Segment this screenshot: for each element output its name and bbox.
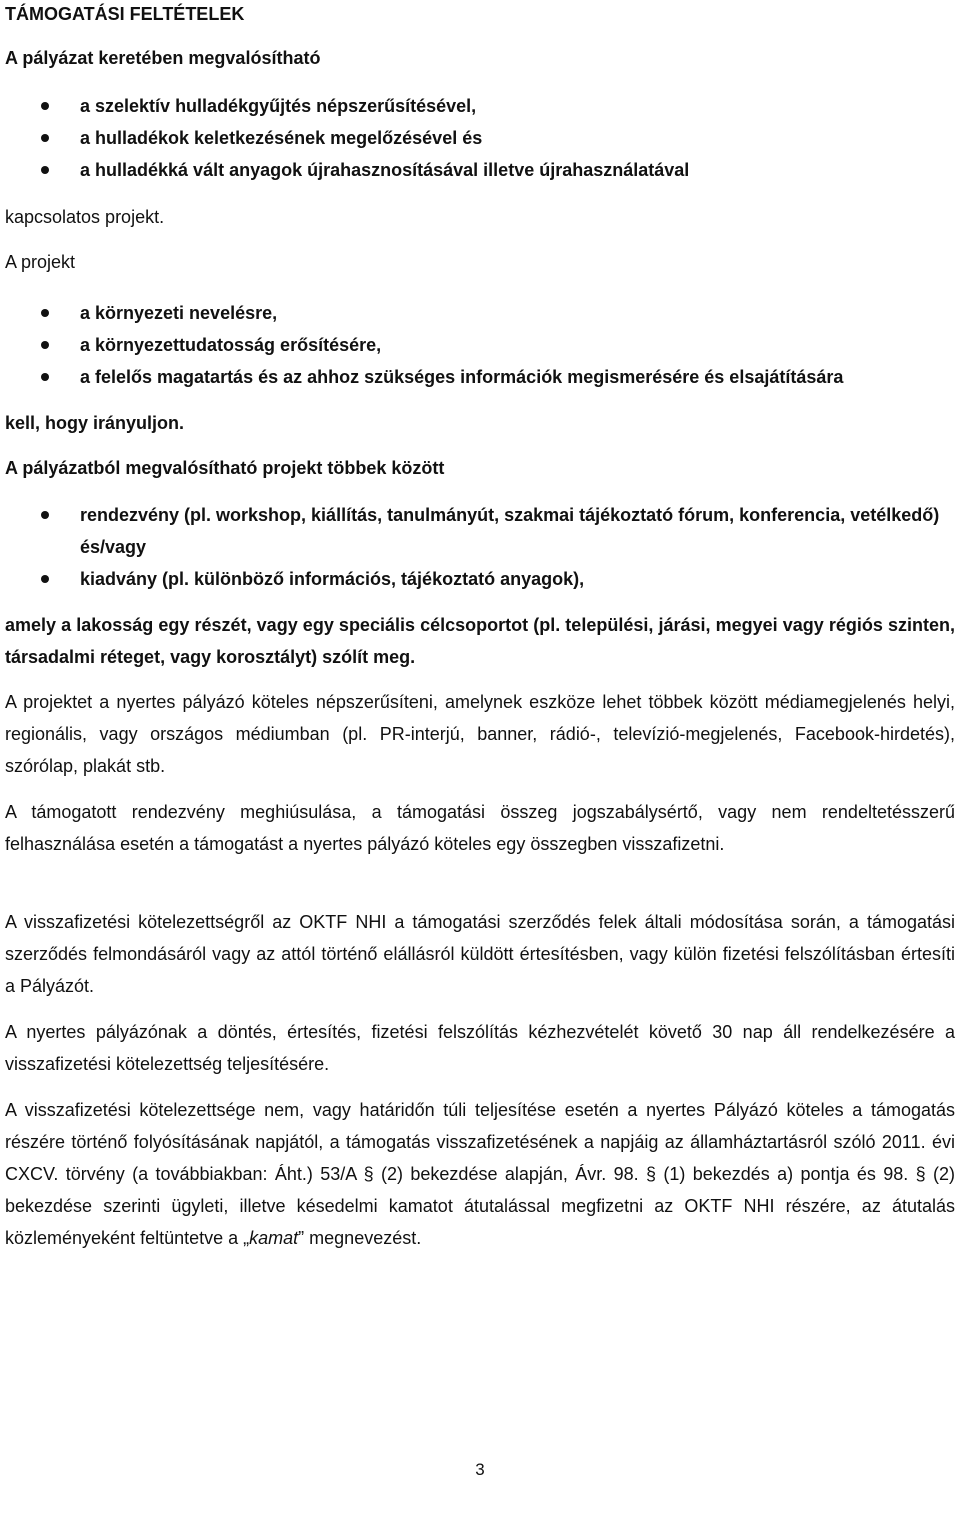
section1-list [5, 90, 955, 186]
bullet-icon [41, 341, 49, 349]
section2 [5, 246, 955, 278]
section2-outro-wrap [5, 407, 955, 439]
bullet-icon [41, 511, 49, 519]
bullet-icon [41, 134, 49, 142]
paragraph-2-wrap [5, 796, 955, 860]
list-item: a környezeti nevelésre, [5, 297, 955, 329]
paragraph-last-text: A visszafizetési kötelezettsége nem, vagy határidőn túli teljesítése esetén a nyertes Pályázó köteles a támogatás részére történő folyósításának napjától, a támogatás visszafizetésének a napjáig az államháztartásról szóló 2011. évi CXCV. törvény (a továbbiakban: Áht.) 53/A § (2) bekezdése alapján, Ávr. 98. § (1) bekezdés a) pontja és 98. § (2) bekezdése szerinti ügyleti, illetve késedelmi kamatot átutalással megfizetni az OKTF NHI részére, az átutalás közleményeként feltüntetve a „ [5, 1100, 955, 1248]
list-item: a szelektív hulladékgyűjtés népszerűsítésével, [5, 90, 955, 122]
heading [5, 0, 955, 28]
bullet-icon [41, 102, 49, 110]
paragraph-1-wrap [5, 686, 955, 782]
section1-intro: A pályázat keretében megvalósítható [5, 48, 321, 68]
bullet-icon [41, 373, 49, 381]
section1-outro: kapcsolatos projekt. [5, 207, 165, 227]
section1 [5, 42, 955, 74]
list-item: rendezvény (pl. workshop, kiállítás, tanulmányút, szakmai tájékoztató fórum, konferencia, vetélkedő) és/vagy [5, 499, 955, 563]
paragraph-3-wrap [5, 906, 955, 1002]
paragraph-last-end: ” megnevezést. [298, 1228, 422, 1248]
bullet-icon [41, 309, 49, 317]
paragraph-last-italic: kamat [249, 1228, 299, 1248]
section2-outro: kell, hogy irányuljon. [5, 413, 185, 433]
document-heading: TÁMOGATÁSI FELTÉTELEK [5, 4, 245, 24]
section3-outro: amely a lakosság egy részét, vagy egy speciális célcsoportot (pl. települési, járási, megyei vagy régiós szinten, társadalmi réteget, vagy korosztályt) szólít meg. [5, 615, 955, 667]
section2-list [5, 297, 955, 393]
section3-outro-wrap [5, 609, 955, 673]
list-item: a környezettudatosság erősítésére, [5, 329, 955, 361]
paragraph-5-wrap [5, 1094, 955, 1254]
section3-intro: A pályázatból megvalósítható projekt többek között [5, 458, 445, 478]
page-number: 3 [475, 1460, 485, 1479]
bullet-icon [41, 575, 49, 583]
paragraph: A nyertes pályázónak a döntés, értesítés, fizetési felszólítás kézhezvételét követő 30 nap áll rendelkezésére a visszafizetési kötelezettség teljesítésére. [5, 1022, 955, 1074]
section3 [5, 452, 955, 484]
section3-list [5, 499, 955, 595]
section2-intro: A projekt [5, 252, 76, 272]
paragraph: A visszafizetési kötelezettségről az OKTF NHI a támogatási szerződés felek általi módosítása során, a támogatási szerződés felmondásáról vagy az attól történő elállásról küldött értesítésben, vagy külön fizetési felszólításban értesíti a Pályázót. [5, 912, 955, 996]
list-item: a hulladékká vált anyagok újrahasznosításával illetve újrahasználatával [5, 154, 955, 186]
section1-outro-wrap [5, 201, 955, 233]
bullet-icon [41, 166, 49, 174]
paragraph: A támogatott rendezvény meghiúsulása, a támogatási összeg jogszabálysértő, vagy nem rendeltetésszerű felhasználása esetén a támogatást a nyertes pályázó köteles egy összegben visszafizetni. [5, 802, 955, 854]
list-item: kiadvány (pl. különböző információs, tájékoztató anyagok), [5, 563, 955, 595]
paragraph-4-wrap [5, 1016, 955, 1080]
list-item: a felelős magatartás és az ahhoz szükséges információk megismerésére és elsajátítására [5, 361, 955, 393]
paragraph: A projektet a nyertes pályázó köteles népszerűsíteni, amelynek eszköze lehet többek között médiamegjelenés helyi, regionális, vagy országos médiumban (pl. PR-interjú, banner, rádió-, televízió-megjelenés, Facebook-hirdetés), szórólap, plakát stb. [5, 692, 955, 776]
list-item: a hulladékok keletkezésének megelőzésével és [5, 122, 955, 154]
paragraph-last [5, 1094, 955, 1254]
